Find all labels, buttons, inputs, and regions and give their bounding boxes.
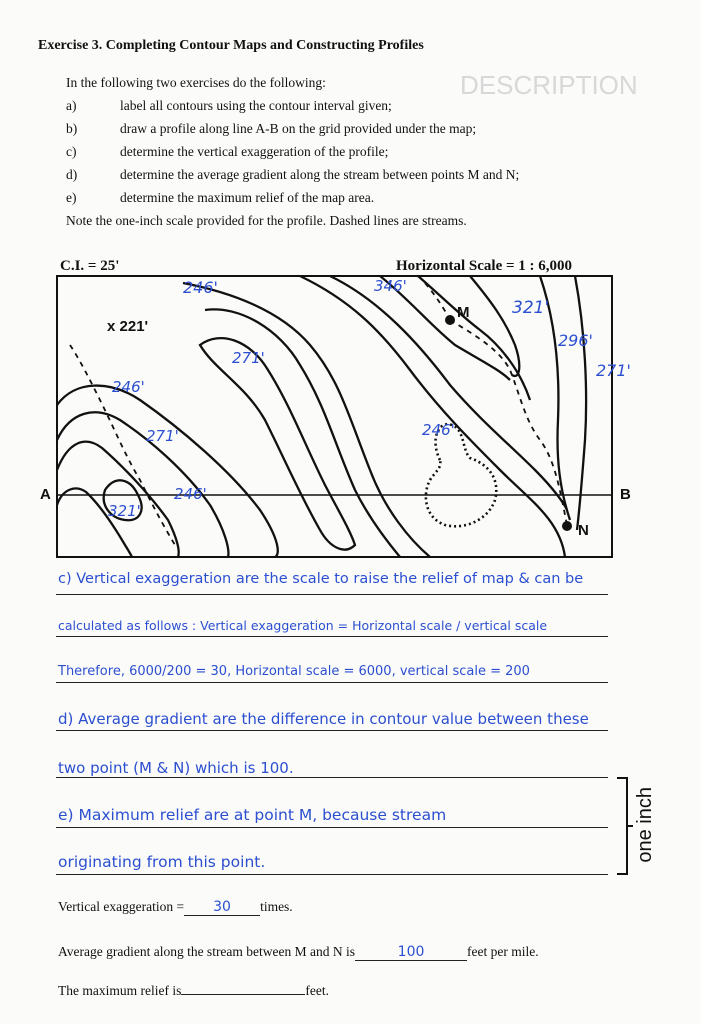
contour-label: 296' — [558, 331, 593, 350]
spot-height: x 221' — [107, 318, 149, 335]
contour-label: 321' — [108, 502, 141, 520]
answer-line — [56, 777, 608, 778]
intro-text: In the following two exercises do the following: — [66, 75, 326, 90]
contour-label: 246' — [422, 421, 455, 439]
point-m-label: M — [457, 304, 470, 321]
contour-interval: C.I. = 25' — [60, 258, 120, 274]
answer-line — [56, 594, 608, 595]
answer-text-e2: originating from this point. — [58, 853, 266, 871]
answer-text-e1: e) Maximum relief are at point M, because stream — [58, 806, 447, 824]
contour-label: 271' — [596, 361, 631, 380]
point-a-label: A — [40, 486, 51, 503]
contour-label: 321' — [512, 298, 550, 318]
point-b-label: B — [620, 486, 631, 503]
maximum-relief-blank[interactable] — [181, 978, 305, 995]
point-n-marker — [562, 521, 572, 531]
exercise-title: Exercise 3. Completing Contour Maps and Constructing Profiles — [38, 38, 424, 53]
one-inch-bracket — [615, 776, 635, 876]
bleed-through-text: DESCRIPTION — [460, 70, 638, 100]
contour-label: 246' — [174, 485, 207, 503]
contour-label: 271' — [232, 349, 265, 367]
point-m-marker — [445, 315, 455, 325]
answer-line — [56, 636, 608, 637]
answer-text-c1: c) Vertical exaggeration are the scale to raise the relief of map & can be — [58, 571, 584, 587]
answer-line — [56, 874, 608, 875]
answer-text-d2: two point (M & N) which is 100. — [58, 759, 294, 777]
answer-text-c3: Therefore, 6000/200 = 30, Horizontal scale = 6000, vertical scale = 200 — [58, 664, 530, 679]
contour-label: 246' — [183, 278, 218, 297]
one-inch-label: one inch — [634, 787, 656, 863]
answer-line — [56, 730, 608, 731]
maximum-relief-line: The maximum relief is feet. — [58, 978, 329, 999]
contour-map — [0, 270, 701, 570]
answer-line — [56, 827, 608, 828]
vertical-exaggeration-line: Vertical exaggeration = 30 times. — [58, 899, 293, 915]
horizontal-scale: Horizontal Scale = 1 : 6,000 — [396, 258, 573, 274]
average-gradient-blank[interactable]: 100 — [355, 944, 467, 961]
average-gradient-line: Average gradient along the stream between M and N is 100 feet per mile. — [58, 944, 539, 960]
point-n-label: N — [578, 522, 589, 539]
answer-text-d1: d) Average gradient are the difference in contour value between these — [58, 710, 589, 728]
contour-label: 346' — [374, 277, 407, 295]
vertical-exaggeration-blank[interactable]: 30 — [184, 899, 260, 916]
note-text: Note the one-inch scale provided for the profile. Dashed lines are streams. — [66, 213, 467, 228]
answer-line — [56, 682, 608, 683]
contour-label: 271' — [146, 427, 179, 445]
answer-text-c2: calculated as follows : Vertical exaggeration = Horizontal scale / vertical scale — [58, 618, 548, 633]
contour-label: 246' — [112, 378, 145, 396]
